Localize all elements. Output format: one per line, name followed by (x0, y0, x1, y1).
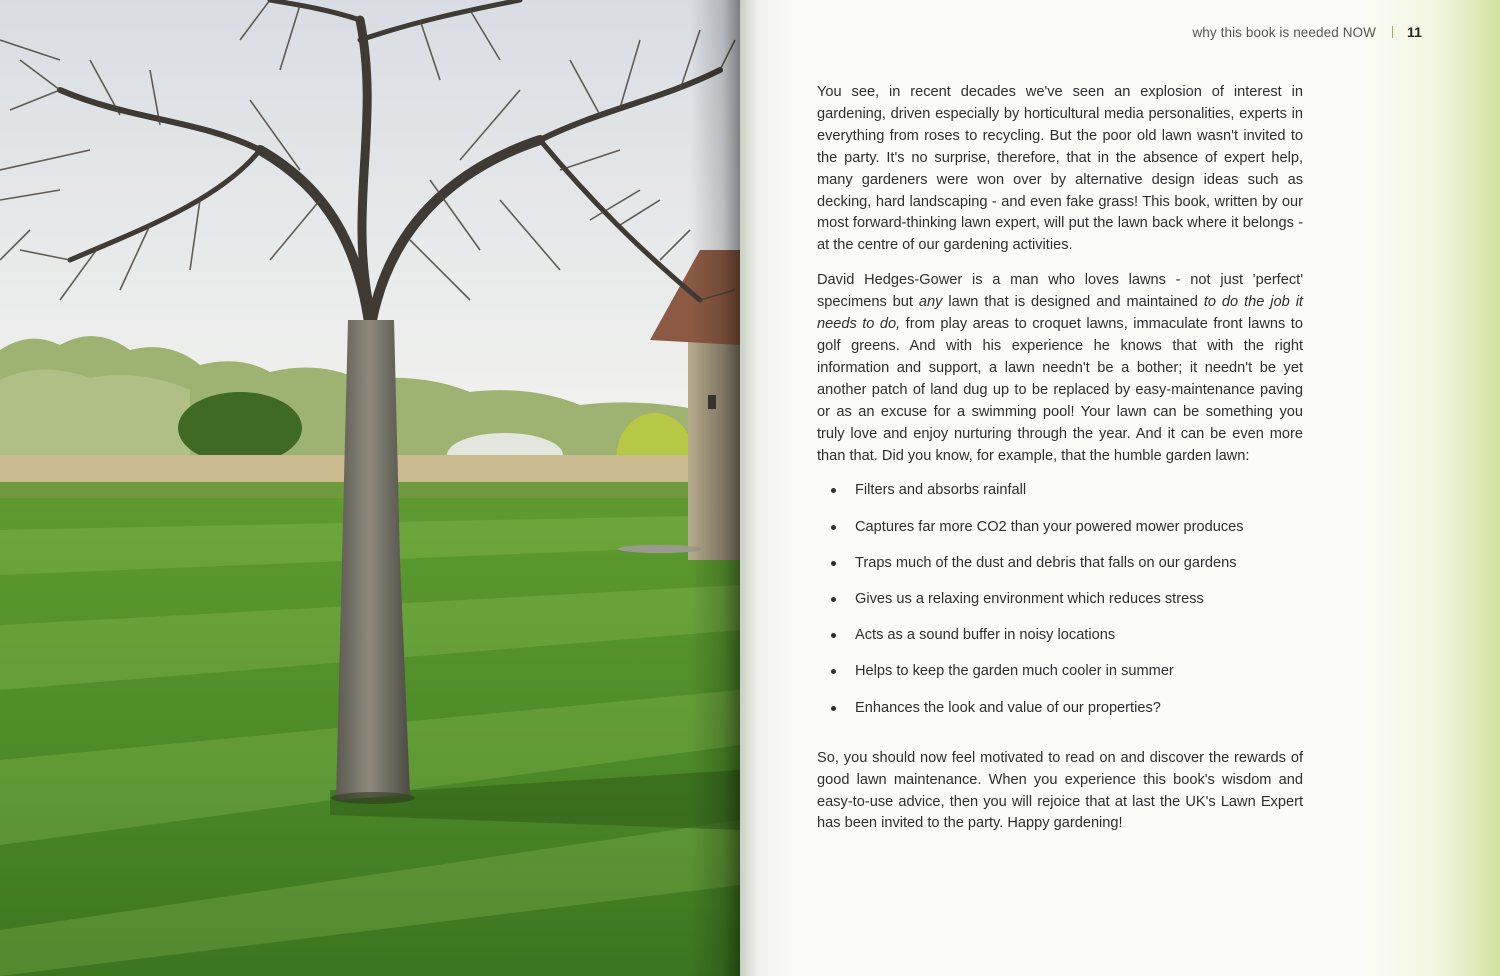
running-head (1192, 24, 1422, 40)
chapter-title: why this book is needed NOW (1192, 24, 1376, 40)
paragraph-author-part-3: from play areas to croquet lawns, immaculate front lawns to golf greens. And with his experience he knows that with the right information and support, a lawn needn't be a bother; it needn't be yet another patch of land dug up to be replaced by easy-maintenance paving or as an excuse for a swimming pool! Your lawn can be something you truly love and enjoy nurturing through the year. And it can be even more than that. Did you know, for example, that the humble garden lawn: (817, 316, 1303, 464)
emphasis-any: any (918, 294, 943, 311)
list-item: Filters and absorbs rainfall (817, 480, 1303, 516)
paragraph-author (817, 270, 1303, 467)
garden-photograph (0, 0, 740, 976)
list-item: Acts as a sound buffer in noisy locations (817, 625, 1303, 661)
body-text (817, 82, 1303, 848)
paragraph-conclusion: So, you should now feel motivated to read on and discover the rewards of good lawn maintenance. When you experience this book's wisdom and easy-to-use advice, then you will rejoice that at last the UK's Lawn Expert has been invited to the party. Happy gardening! (817, 749, 1303, 832)
list-item: Enhances the look and value of our properties? (817, 698, 1303, 734)
list-item: Helps to keep the garden much cooler in summer (817, 661, 1303, 697)
paragraph-author-part-2: lawn that is designed and maintained (942, 294, 1204, 311)
text-page (740, 0, 1500, 976)
page-number: 11 (1407, 24, 1422, 40)
lawn-benefits-list (817, 480, 1303, 733)
paragraph-author-part-1: David Hedges-Gower is a man who loves lawns - not just 'perfect' specimens but (817, 272, 1303, 311)
header-divider (1392, 26, 1393, 38)
paragraph-intro: You see, in recent decades we've seen an explosion of interest in gardening, driven especially by horticultural media personalities, experts in everything from roses to recycling. But the poor old lawn wasn't invited to the party. It's no surprise, therefore, that in the absence of expert help, many gardeners were won over by alternative design ideas such as decking, hard landscaping - and even fake grass! This book, written by our most forward-thinking lawn expert, will put the lawn back where it belongs - at the centre of our gardening activities. (817, 84, 1303, 254)
list-item: Gives us a relaxing environment which reduces stress (817, 589, 1303, 625)
list-item: Captures far more CO2 than your powered mower produces (817, 517, 1303, 553)
list-item: Traps much of the dust and debris that falls on our gardens (817, 553, 1303, 589)
lawn-tree-photo (0, 0, 740, 976)
emphasis-job: to do the job it needs to do, (817, 294, 1303, 333)
